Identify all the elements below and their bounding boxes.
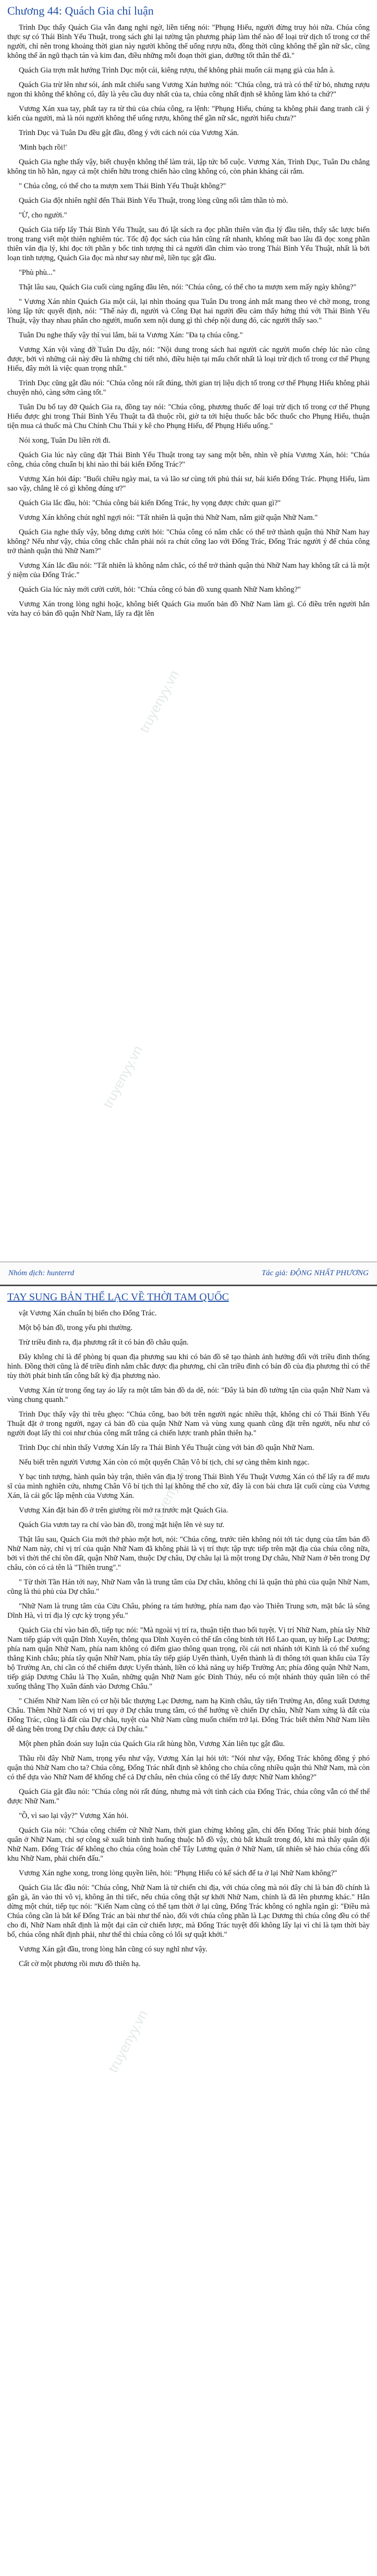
paragraph: " Vương Xán nhìn Quách Gia một cái, lại nhìn thoáng qua Tuân Du trong ánh mắt mang theo vẻ chờ mong, trong lòng lập tức quyết định, nói: "Thế này đi, người và Công Đạt hai người đều cảm thấy hứng thú với Thái Bình Yếu Thuật, vậy thay nhau phân cho người, muốn xem nội dung gì thì chép nội dung đó, các người thấy sao." xyxy=(7,298,370,325)
paragraph: Trình Dục thấy Quách Gia vẫn đang nghi ngờ, liền tiếng nói: "Phụng Hiếu, người đừng truy hỏi nữa. Chúa công thực sự có Thái Bình Yếu Thuật, trong sách ghi lại tường tận phương pháp làm thế nào để loại trừ dịch tố trong cơ thể người, chỉ nên trong khoảng thời gian này người không thể uống rượu nữa, đồng thời cũng không thể gần nữ sắc, cũng không thể ăn ngũ thạch tán và kim đan, điều những mỗi đoạn thời gian, dưỡng tốt thân thể đã." xyxy=(7,23,370,60)
watermark: truyenyy.vn xyxy=(105,2007,151,2076)
paragraph: Quách Gia lắc đầu, hỏi: "Chúa công bái kiến Đổng Trác, hy vọng được chức quan gì?" xyxy=(19,499,281,507)
paragraph: Quách Gia lắc đầu nói: "Chúa công, Nhữ Nam là tử chiến chi địa, với chúa công mà nói đây chỉ là bản đồ chính là gân gà, ăn vào thì vô vị, không ăn thì tiếc, nếu chúa công thật sự khởi Nhữ Nam, chính là đã lên phương khác." Hắn dừng một chút, tiếp tục nói: "Kiến Nam cũng có thể tạm thời ở lại cũng, Đổng Trác không có nghĩa ngăn gì: "Điều mà Chúa công cần là bắt kế Đổng Trác an bài như thế nào, đối với chúa công phần là Lạc Dương thì chúa công đều có thể cho đi, Nhữ Nam nhất định là một đại căn cứ chiến lược, mà Đổng Trác tuyệt đối không lấy lại vì chỉ là tạm thời bày bố, chúa công nhất định phải, như thế thì chúa công có lối sự quật khởi." xyxy=(7,1884,370,1939)
paragraph: Vương Xán trong lòng nghi hoặc, không biết Quách Gia muốn bản đồ Nhữ Nam làm gì. Có điều trên người hắn vừa hay có bản đồ quận Nhữ Nam, lấy ra đặt lên xyxy=(7,600,370,618)
watermark: truyenyy.vn xyxy=(100,1043,146,1111)
paragraph: Trình Dục chỉ nhìn thấy Vương Xán lấy ra Thái Bình Yếu Thuật cùng với bản đồ quận Nhữ Nam. xyxy=(19,1444,314,1452)
page-divider xyxy=(0,1262,377,1286)
chapter-body xyxy=(7,23,370,618)
paragraph: Quách Gia gật đầu nói: "Chúa công nói rất đúng, nhưng mà với tình cách của Đổng Trác, chúa công vẫn có thể thể được Nhữ Nam." xyxy=(7,1788,370,1805)
paragraph: Đây không chỉ là để phòng bị quan địa phương sau khi có bản đồ sẽ tạo thành ảnh hưởng đối với triều đình thống hình. Đồng thời cũng là để triều đình nắm chắc được địa phương, chỉ cần triều đình có bản đồ của địa phương thì có thể tùy thời phát binh tấn công bất kỳ địa phương nào. xyxy=(7,1353,370,1380)
paragraph: Y bạc tinh tượng, hành quân bày trận, thiên văn địa lý trong Thái Bình Yếu Thuật Vương Xán có thể lấy ra để mưu sĩ của mình nghiên cứu, nhưng Chân Vô bí tịch thì lại không thể cho xử, đây là con bài chưa lật cuối cùng của Vương Xán, là cái gốc lập mệnh của Vương Xán. xyxy=(7,1473,370,1500)
story-title: TAY SUNG BẢN THỂ LẠC VỀ THỜI TAM QUỐC xyxy=(7,1291,229,1303)
paragraph: "Ừ, cho người." xyxy=(19,211,67,219)
paragraph: Vương Xán nghe xong, trong lòng quyền liên, hỏi: "Phụng Hiếu có kế sách để ta ở lại Nhữ Nam không?" xyxy=(19,1869,337,1877)
paragraph: Quách Gia tiếp lấy Thái Bình Yếu Thuật, sau đó lật sách ra đọc phần thiên văn địa lý đầu tiên, thấy sắc lược biển trong trang viết một thiên nghiêm túc. Tốc độ đọc sách của hắn cũng rất nhanh, không mất bao lâu đã đọc xong phần thiên văn địa lý, khi đọc tới phần y bốc tinh tượng thì cả người dần chìm vào trong Thái Bình Yếu Thuật, nhất là bởi loạn tinh tượng, Quách Gia đọc mà như say như mê, liền tục gật đầu. xyxy=(7,226,370,262)
paragraph: Trình Dục và Tuân Du đều gật đầu, đồng ý với cách nói của Vương Xán. xyxy=(19,129,239,137)
paragraph: Quách Gia trợn mắt hướng Trình Dục một cái, kiêng rượu, thế không phải muốn cái mạng già của hắn à. xyxy=(19,66,335,75)
chapter-panel-bottom xyxy=(0,1286,377,2576)
paragraph: Quách Gia nói: "Chúa công chiếm cứ Nhữ Nam, thời gian chừng không gần, chỉ đến Đổng Trác phải binh đóng quân ở Nhữ Nam, chỉ sợ công sẽ xuất binh tình huống thuộc hỗ đồ vậy, chủ bất khuất trong đó, khi mà thây quân đội Nhữ Nam. Đổng Trác để không cho chúa công hoàn chế Tây Lương quân ở Nhữ Nam, tất nhiên sẽ hảo chúa công đối khu Nhữ Nam, phải chiến đấu." xyxy=(7,1826,370,1863)
paragraph: vật Vương Xán chuẩn bị biến cho Đổng Trác. xyxy=(19,1309,157,1317)
paragraph: Quách Gia lúc này cũng đặt Thái Bình Yếu Thuật trong tay sang một bên, nhìn về phía Vương Xán, hỏi: "Chúa công, chúa công chuẩn bị khi nào thì bái kiến Đổng Trác?" xyxy=(7,451,370,469)
paragraph: Quách Gia trừ lên như sói, ánh mắt chiếu sang Vương Xán hướng nói: "Chúa công, trả trà có thể từ bỏ, nhưng rượu ngon thì không thể không có, đây là yêu cầu duy nhất của ta, chúa công nhất định sẽ không làm khó ta chứ?" xyxy=(7,81,370,99)
paragraph: Quách Gia nghe thấy vậy, biết chuyện không thể làm trái, lập tức bổ cuộc. Vương Xán, Trình Dục, Tuân Du chẳng không tin hồ hằn, ngay cả một chiến hữu trong chiến hào cũng không có, còn phản kháng cái rắm. xyxy=(7,158,370,176)
watermark: truyenyy.vn xyxy=(147,1460,193,1528)
paragraph: Quách Gia nghe thấy vậy, bỗng dưng cười hỏi: "Chúa công có nắm chắc có thể trở thành quận thủ Nhữ Nam hay không? Nếu như vậy, chúa công chắc chắn phải nói ra chút công lao với Đổng Trác, Đổng Trác người ý để chúa công trở thành quận thủ Nhữ Nam?" xyxy=(7,528,370,555)
paragraph: 'Minh bạch rồi!' xyxy=(19,143,67,152)
paragraph: Nói xong, Tuân Du liền rời đi. xyxy=(19,436,111,445)
paragraph: Vương Xán không chút nghĩ ngợi nói: "Tất nhiên là quận thủ Nhữ Nam, nắm giữ quận Nhữ Nam." xyxy=(19,514,318,522)
paragraph: " Chiếm Nhữ Nam liền có cơ hội bắc thượng Lạc Dương, nam hạ Kinh châu, tây tiến Trường An, đông xuất Dương Châu. Thêm Nhữ Nam có vị trí quy ở Dự châu trung tâm, có thể hướng về chiến Dự châu, Nhữ Nam xứng là đất của Đổng Trác, cũng là đất của Dự châu, tuyệt của Nhữ Nam cũng muốn chiếm trở lại. Đổng Trác biết thêm Nhữ Nam liền dễ dàng bên trong Dự châu được cả Dự châu." xyxy=(7,1697,370,1733)
paragraph: "Nhữ Nam là trung tâm của Cửu Châu, phóng ra tám hướng, phía nam đạo vào Thiên Trung sơn, mặt bắc là sông Dĩnh Hà, vì trí địa lý cực kỳ trọng yếu." xyxy=(7,1602,370,1620)
paragraph: Một phen phân đoán suy luận của Quách Gia rất hùng hồn, Vương Xán liên tục gật đầu. xyxy=(19,1740,285,1748)
paragraph: Thầu rồi đây Nhữ Nam, trọng yếu như vậy, Vương Xán lại hỏi tới: "Nói như vậy, Đổng Trác không đồng ý phó quận thủ Nhữ Nam cho ta? Chúa công, Đổng Trác nhất định sẽ không cho chúa công nhiều quận thủ Nhữ Nam, mà còn có thể dựa vào Nhữ Nam để khống chế cả Dự châu, nên chúa công có thể lấy được Nhữ Nam không?" xyxy=(7,1754,370,1781)
chapter-body-continued xyxy=(7,1309,370,1969)
paragraph: Vương Xán vội vàng đỡ Tuân Du dậy, nói: "Nội dung trong sách hai người các người muốn chép lúc nào cũng được, bởi vì những cái này đều là những chỉ tiết nhỏ, điều hiện tại mấu chốt nhất là loại trừ dịch tố trong cơ thể Phụng Hiếu, đây mới là việc quan trọng nhất." xyxy=(7,346,370,373)
paragraph: "Ồ, vì sao lại vậy?" Vương Xán hỏi. xyxy=(19,1812,129,1820)
paragraph: Vương Xán gật đầu, trong lòng hắn cũng có suy nghĩ như vậy. xyxy=(19,1945,208,1954)
paragraph: Thật lâu sau, Quách Gia mới thở phào một hơi, nói: "Chúa công, trước tiên không nói tới tác dụng của tấm bản đồ Nhữ Nam này, chỉ vị trí của quận Nhữ Nam đã không phải là vị trí thực tập trực tiếp trên mặt địa của chúa công nữa, bởi vì thời thế chỉ tồn đất, quận Nhữ Nam, thuộc Dự châu, Dự châu lại là một trong Dự châu, Nhữ Nam ở bên trong Dự châu, còn có cả tên là "Thiên trung"." xyxy=(7,1535,370,1572)
watermark: truyenyy.vn xyxy=(136,667,183,736)
paragraph: Trình Dục thấy vậy thì trêu ghẹo: "Chúa công, bao bởi trên người ngác nhiều thật, không chỉ có Thái Bình Yếu Thuật đặt ở trong người, ngay cả bản đồ của quận Nhữ Nam và vùng xung quanh cũng đặt trên người, nếu như có người đoạt lấy thì coi như chúa công mất trắng cả chiến lược tranh phân thiên hạ." xyxy=(7,1410,370,1437)
chapter-title: Chương 44: Quách Gia chỉ luận xyxy=(7,4,154,17)
paragraph: Cất cờ một phương rồi mưu đồ thiên hạ. xyxy=(19,1960,141,1968)
paragraph: Thật lâu sau, Quách Gia cuối cùng ngẩng đầu lên, nói: "Chúa công, có thể cho ta mượn xem mấy ngày không?" xyxy=(19,283,357,291)
paragraph: Vương Xán lắc đầu nói: "Tất nhiên là không nắm chắc, có thể trở thành quận thủ Nhữ Nam hay không tất cả là một ý niệm của Đổng Trác." xyxy=(7,561,370,579)
paragraph: " Từ thời Tần Hán tới nay, Nhữ Nam vẫn là trung tâm của Dự châu, không chỉ là quận thủ phủ của quận Nhữ Nam, cũng là thủ phủ của Dự châu." xyxy=(7,1578,370,1596)
paragraph: Vương Xán xua tay, phất tay ra từ thủ của chúa công, ra lệnh: "Phụng Hiếu, chúng ta không phải đang tranh cãi ý kiến của người, mà là nói người không thể uống rượu, không thể gần nữ sắc, người hiểu chưa?" xyxy=(7,105,370,123)
paragraph: Tuân Du bổ tay đỡ Quách Gia ra, đồng tay nói: "Chúa công, phương thuốc để loại trừ dịch tố trong cơ thể Phụng Hiếu được ghi trong Thái Bình Yếu Thuật ta đã thuộc rồi, giờ ta tới hiệu thuốc bắc bốc thuốc cho Phụng Hiếu, thuận tiện mua cả thuốc mà Chu Chính Chu Thái y kê cho Phụng Hiếu, để Phụng Hiếu uống." xyxy=(7,403,370,430)
paragraph: Tuân Du nghe thấy vậy thì vui lắm, bái ta Vương Xán: "Đa tạ chúa công." xyxy=(19,331,243,339)
paragraph: " Chúa công, có thể cho ta mượn xem Thái Bình Yếu Thuật không?" xyxy=(19,182,226,190)
paragraph: Vương Xán từ trong ống tay áo lấy ra một tấm bản đồ da dê, nói: "Đây là bản đồ tường tận của quận Nhữ Nam và vùng chung quanh." xyxy=(7,1386,370,1404)
paragraph: Quách Gia đột nhiên nghĩ đến Thái Bình Yếu Thuật, trong lòng cũng nổi tâm thần tò mò. xyxy=(19,197,288,205)
paragraph: Quách Gia chỉ vào bản đồ, tiếp tục nói: "Mà ngoài vị trí ra, thuận tiện thao bối tuyệt. Vị trí Nhữ Nam, phía tây Nhữ Nam tiếp giáp với quận Dĩnh Xuyên, thông qua Dĩnh Xuyên có thể tấn công binh tới Hổ Lao quan, uy hiếp Lạc Dương; phía nam quận Nhữ Nam, phía nam không có điểm giao thông quan trọng, rồi cái nơi nhánh tới Kinh là có thể xuống thẳng Kinh châu; phía tây quận Nhữ Nam, phía tây tiếp giáp Uyển thành, Uyển thành là đi thông tới quan khẩu của Tây bộ Trường An, chỉ cần có thể chiếm được Uyển thành, liền có khả năng uy hiếp Trường An; phía đông quận Nhữ Nam, tiếp giáp Dương Châu là Thọ Xuân, những quận Nhữ Nam góc Đình Thủy, nếu có một nhánh thủy quân liền có thể xuống thẳng Thọ Xuân đánh vào Dương Châu." xyxy=(7,1626,370,1691)
paragraph: Trình Dục cũng gật đầu nói: "Chúa công nói rất đúng, thời gian trị liệu dịch tố trong cơ thể Phụng Hiếu không phải chuyện nhỏ, càng sớm càng tốt." xyxy=(7,379,370,397)
watermark: truyenyy.vn xyxy=(79,297,125,365)
translator-credit: Nhóm dịch: hunterrd xyxy=(8,1269,75,1277)
paragraph: Vương Xán hỏi đáp: "Buổi chiều ngày mai, ta và lão sư cùng tới phủ thái sư, bái kiến Đổng Trác. Phụng Hiếu, làm sao vậy, chẳng lẽ có gì không đúng ư?" xyxy=(7,475,370,493)
chapter-panel-top xyxy=(0,0,377,1262)
paragraph: Quách Gia vươn tay ra chỉ vào bản đồ, trong mặt hiện lên vẻ suy tư. xyxy=(19,1521,225,1529)
paragraph: Một bộ bản đồ, trong yếu phi thường. xyxy=(19,1324,133,1332)
paragraph: Quách Gia lúc này mới cười cười, hỏi: "Chúa công có bản đồ xung quanh Nhữ Nam không?" xyxy=(19,585,301,594)
paragraph: Vương Xán đặt bản đồ ở trên giường rồi mở ra trước mặt Quách Gia. xyxy=(19,1506,228,1515)
paragraph: Trừ triều đình ra, địa phương rất ít có bản đồ châu quận. xyxy=(19,1338,189,1347)
paragraph: "Phù phù..." xyxy=(19,268,56,277)
author-credit: Tác giả: ĐỘNG NHẤT PHƯƠNG xyxy=(261,1269,369,1277)
paragraph: Nếu biết trên người Vương Xán còn có một quyển Chân Vô bí tịch, chỉ sợ càng thêm kinh ngạc. xyxy=(19,1458,310,1467)
